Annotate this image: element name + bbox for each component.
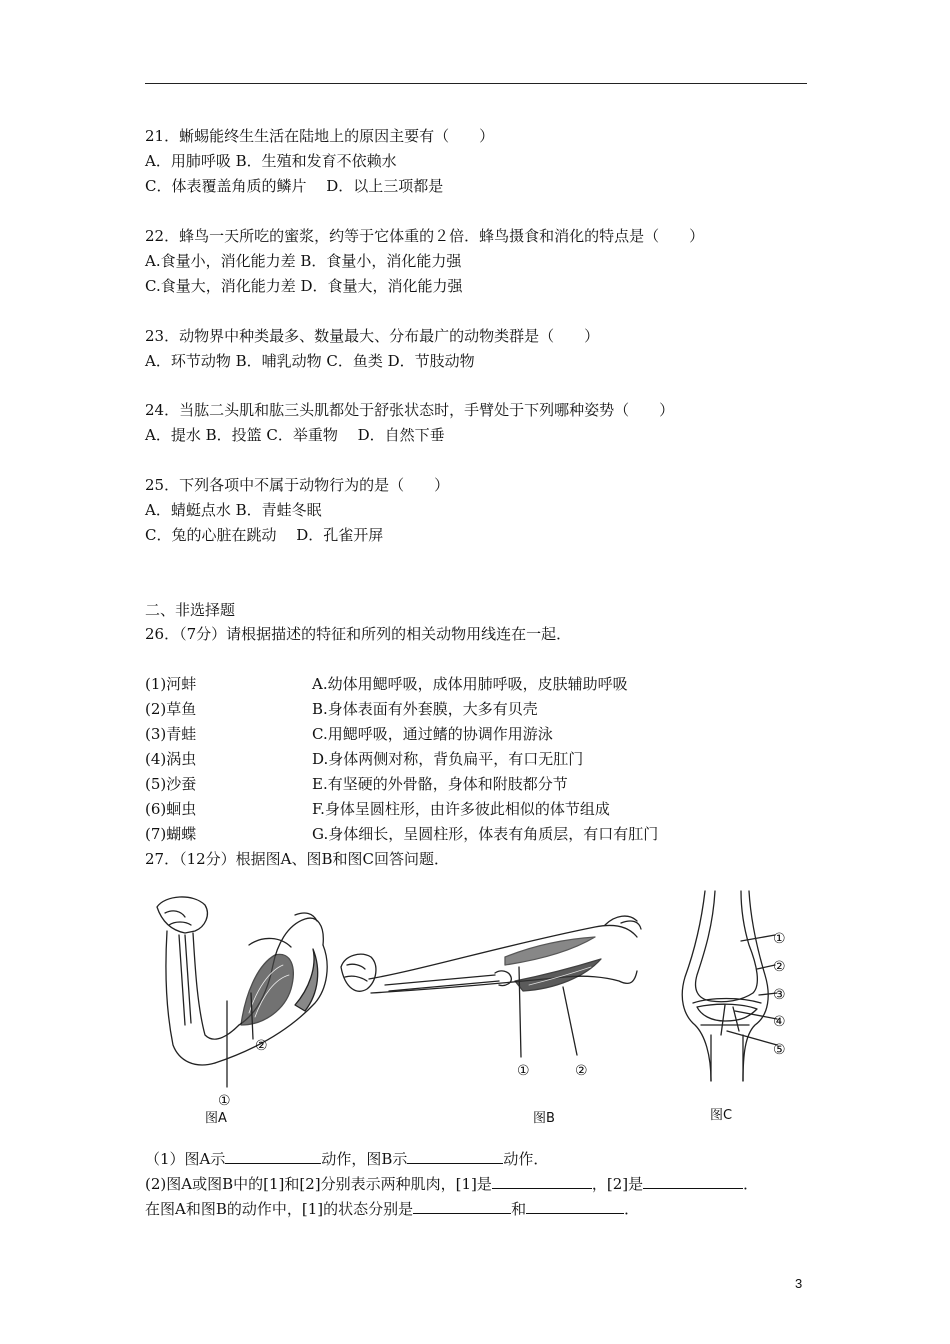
q27-blank-state-b[interactable] [526, 1199, 624, 1214]
q26-animal-6: (6)蛔虫 [145, 800, 197, 818]
fig-c-marker-1: ① [773, 931, 786, 947]
q23-stem: 23．动物界中种类最多、数量最大、分布最广的动物类群是（ ） [145, 327, 600, 345]
figure-c-label: 图C [710, 1108, 733, 1123]
q26-feature-f: F.身体呈圆柱形，由许多彼此相似的体节组成 [312, 800, 610, 818]
q26-animal-3: (3)青蛙 [145, 725, 197, 743]
page-number: 3 [795, 1276, 803, 1291]
q21-stem: 21．蜥蜴能终生生活在陆地上的原因主要有（ ） [145, 127, 495, 145]
fig-b-marker-2: ② [575, 1063, 588, 1079]
q26-feature-d: D.身体两侧对称，背负扁平，有口无肛门 [312, 750, 584, 768]
q23-options: A．环节动物 B．哺乳动物 C．鱼类 D．节肢动物 [145, 352, 475, 370]
q26-stem: 26．（7分）请根据描述的特征和所列的相关动物用线连在一起． [145, 625, 572, 643]
q27-blank-state-a[interactable] [413, 1199, 511, 1214]
figure-b-label: 图B [533, 1111, 555, 1126]
q26-animal-2: (2)草鱼 [145, 700, 197, 718]
arm-joint-figures [145, 885, 805, 1130]
figure-a-label: 图A [205, 1111, 227, 1126]
q27-blank-muscle-2[interactable] [643, 1174, 743, 1189]
q24-stem: 24．当肱二头肌和肱三头肌都处于舒张状态时，手臂处于下列哪种姿势（ ） [145, 401, 675, 419]
fig-c-marker-3: ③ [773, 987, 786, 1003]
q25-options-2: C．兔的心脏在跳动 D．孔雀开屏 [145, 526, 384, 544]
fig-b-marker-1: ① [517, 1063, 530, 1079]
fig-c-marker-5: ⑤ [773, 1042, 786, 1058]
figure-a-flexed-arm [157, 897, 327, 1087]
section2-title: 二、非选择题 [145, 601, 236, 619]
figure-c-knee-joint [682, 891, 777, 1081]
q27-figures [145, 885, 805, 1130]
q27-blank-muscle-1[interactable] [492, 1174, 592, 1189]
q21-options-1: A．用肺呼吸 B．生殖和发育不依赖水 [145, 152, 397, 170]
fig-c-marker-2: ② [773, 959, 786, 975]
q26-feature-g: G.身体细长，呈圆柱形，体表有角质层，有口有肛门 [312, 825, 659, 843]
q22-stem: 22．蜂鸟一天所吃的蜜浆，约等于它体重的２倍．蜂鸟摄食和消化的特点是（ ） [145, 227, 705, 245]
q25-stem: 25．下列各项中不属于动物行为的是（ ） [145, 476, 450, 494]
q26-feature-b: B.身体表面有外套膜，大多有贝壳 [312, 700, 538, 718]
q24-options: A．提水 B．投篮 C．举重物 D．自然下垂 [145, 426, 445, 444]
q26-animal-5: (5)沙蚕 [145, 775, 197, 793]
q22-options-2: C.食量大，消化能力差 D．食量大，消化能力强 [145, 277, 463, 295]
q21-options-2: C．体表覆盖角质的鳞片 D．以上三项都是 [145, 177, 444, 195]
q26-feature-e: E.有坚硬的外骨骼，身体和附肢都分节 [312, 775, 568, 793]
q27-blank-a-action[interactable] [225, 1149, 321, 1164]
fig-a-marker-2: ② [255, 1038, 268, 1054]
figure-b-extended-arm [341, 916, 641, 1057]
q27-sub2: (2)图A或图B中的[1]和[2]分别表示两种肌肉，[1]是 ，[2]是 ． [145, 1175, 759, 1193]
fig-c-marker-4: ④ [773, 1014, 786, 1030]
q26-animal-7: (7)蝴蝶 [145, 825, 197, 843]
q22-options-1: A.食量小，消化能力差 B．食量小，消化能力强 [145, 252, 462, 270]
q27-stem: 27．（12分）根据图A、图B和图C回答问题． [145, 850, 450, 868]
q26-feature-a: A.幼体用鳃呼吸，成体用肺呼吸，皮肤辅助呼吸 [312, 675, 628, 693]
q25-options-1: A．蜻蜓点水 B．青蛙冬眠 [145, 501, 322, 519]
header-rule [145, 83, 807, 84]
q27-sub1: （1）图A示 动作，图B示 动作． [145, 1150, 549, 1168]
q27-sub3: 在图A和图B的动作中，[1]的状态分别是 和 ． [145, 1200, 640, 1218]
q27-blank-b-action[interactable] [407, 1149, 503, 1164]
q26-animal-4: (4)涡虫 [145, 750, 197, 768]
q26-feature-c: C.用鳃呼吸，通过鳍的协调作用游泳 [312, 725, 553, 743]
q26-animal-1: (1)河蚌 [145, 675, 197, 693]
fig-a-marker-1: ① [218, 1093, 231, 1109]
